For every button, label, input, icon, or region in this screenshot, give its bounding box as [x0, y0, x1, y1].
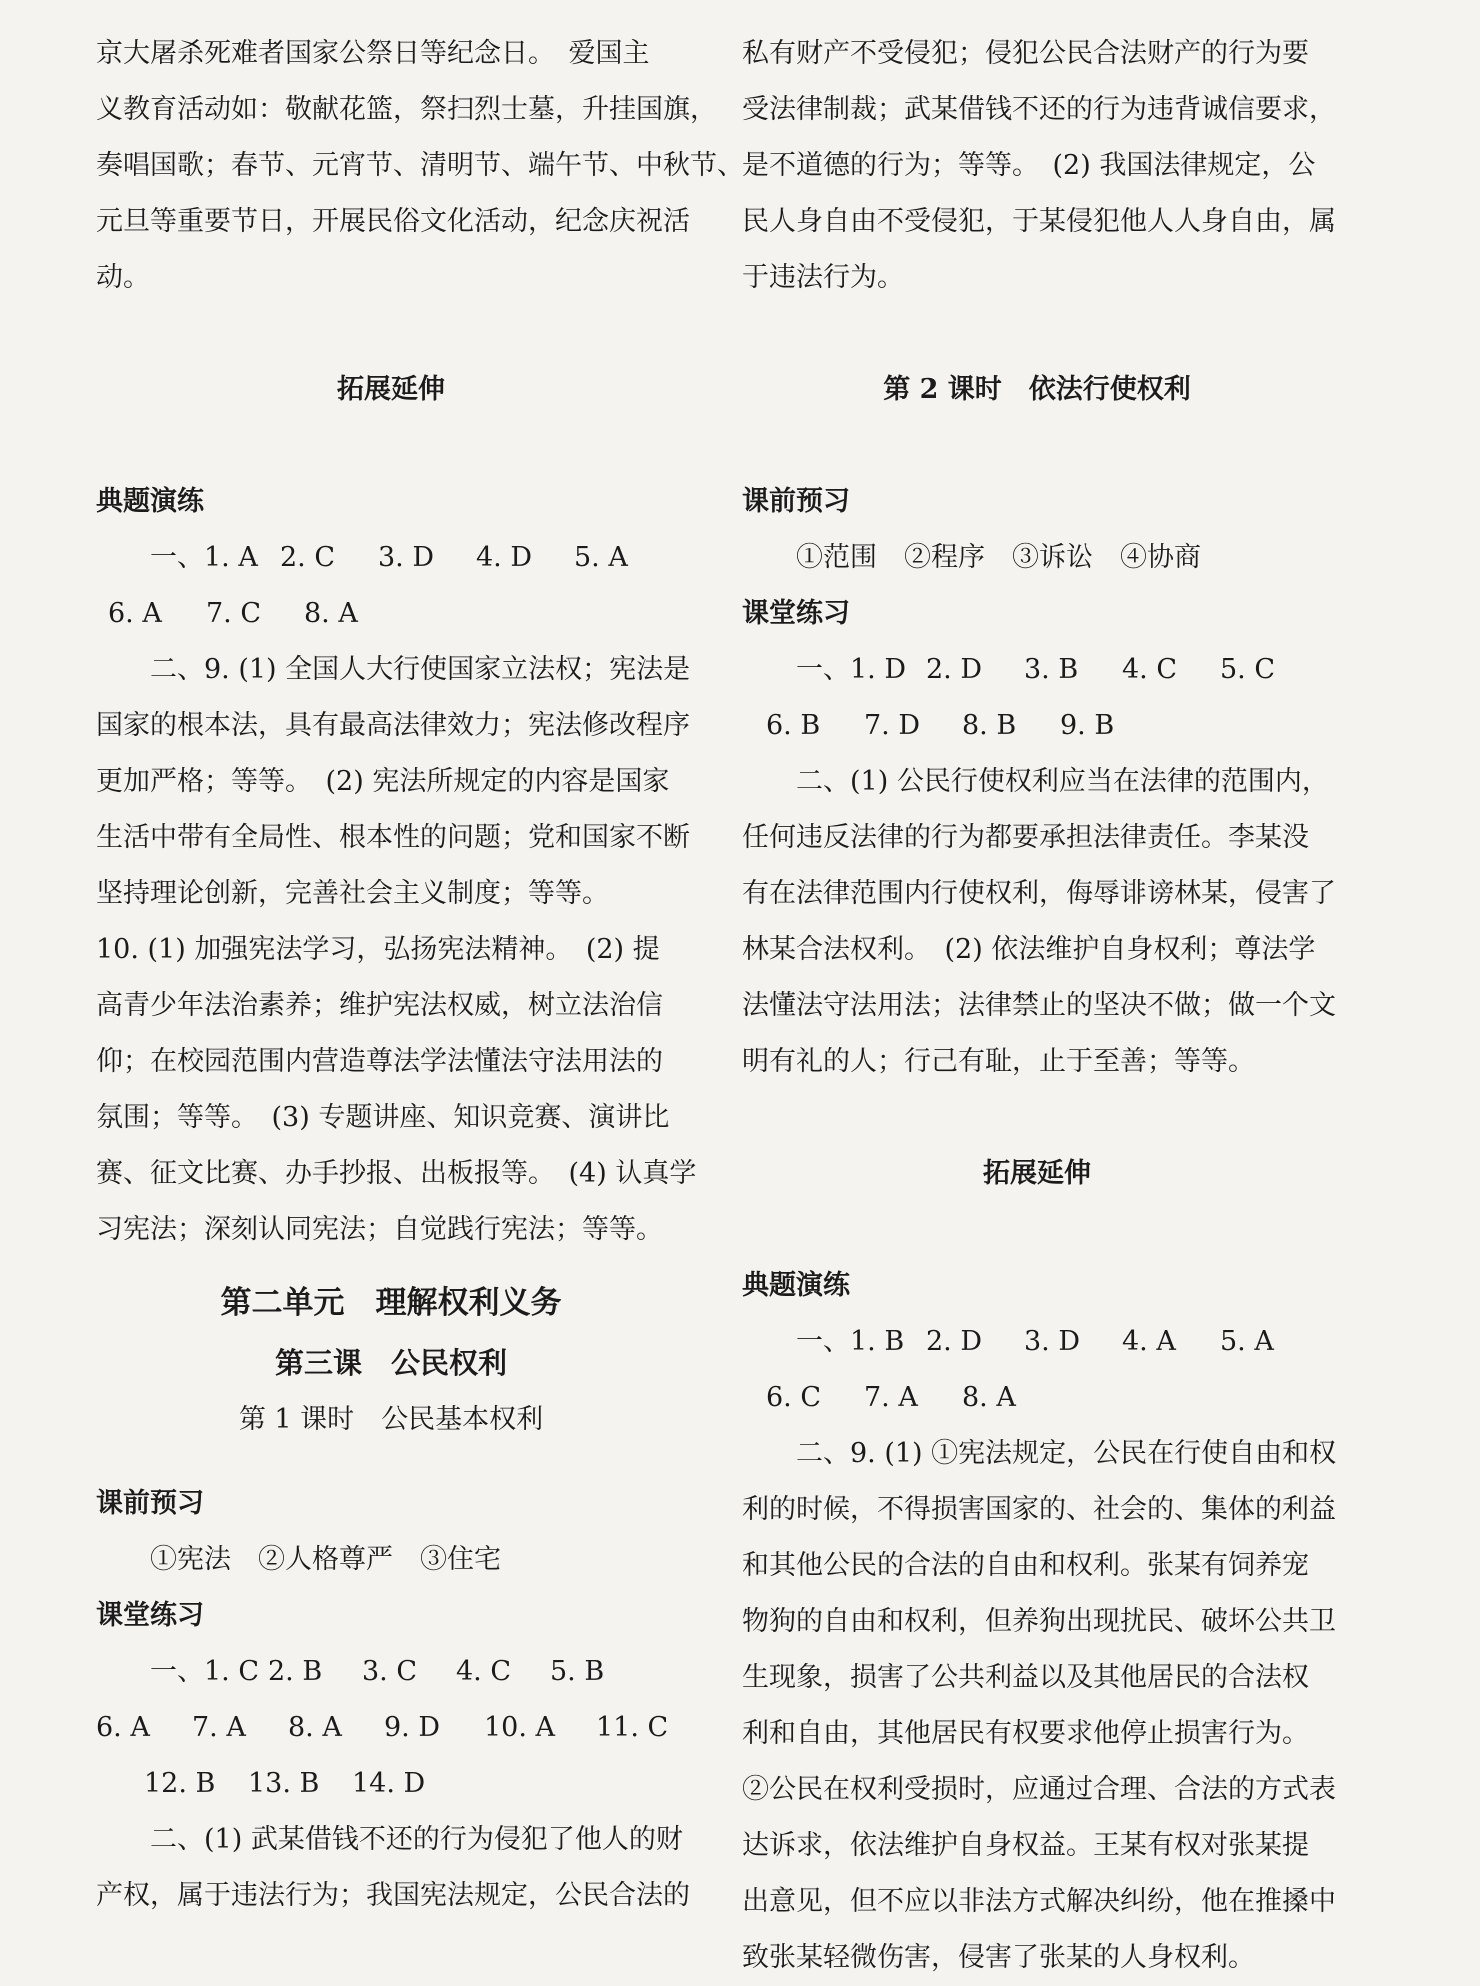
answer-item: 5. A	[1220, 1326, 1274, 1357]
text-line: 二、(1) 公民行使权利应当在法律的范围内，	[796, 766, 1329, 797]
answer-item: 8. A	[288, 1712, 342, 1743]
text-line: 京大屠杀死难者国家公祭日等纪念日。 爱国主	[96, 38, 650, 69]
text-line: 动。	[96, 262, 150, 293]
answer-item: 7. D	[864, 710, 920, 741]
answer-row	[742, 1314, 1332, 1370]
answer-item: 2. B	[268, 1656, 323, 1687]
answer-item: 3. C	[362, 1656, 418, 1687]
lesson-title: 第三课 公民权利	[274, 1346, 507, 1380]
answer-item: 5. A	[574, 542, 628, 573]
right-column	[742, 26, 1337, 1986]
answer-row	[96, 586, 686, 642]
text-line: 和其他公民的合法的自由和权利。张某有饲养宠	[742, 1550, 1309, 1581]
answer-item: 6. C	[766, 1382, 822, 1413]
subsection-heading-class: 课堂练习	[96, 1600, 204, 1631]
text-line: 利和自由，其他居民有权要求他停止损害行为。	[742, 1718, 1309, 1749]
period-title: 第 1 课时 公民基本权利	[238, 1404, 544, 1435]
text-line: 高青少年法治素养；维护宪法权威，树立法治信	[96, 990, 663, 1021]
subsection-heading-preview: 课前预习	[96, 1488, 204, 1519]
section-heading-extension: 拓展延伸	[983, 1158, 1091, 1189]
text-line: 二、9. (1) 全国人大行使国家立法权；宪法是	[150, 654, 691, 685]
answer-item: 一、1. C	[150, 1656, 260, 1687]
answer-item: 2. D	[926, 654, 982, 685]
text-line: 生现象，损害了公共利益以及其他居民的合法权	[742, 1662, 1309, 1693]
text-line: 坚持理论创新，完善社会主义制度；等等。	[96, 878, 609, 909]
text-line: 10. (1) 加强宪法学习，弘扬宪法精神。 (2) 提	[96, 934, 660, 965]
answer-item: 12. B	[144, 1768, 216, 1799]
answer-row	[742, 698, 1332, 754]
answer-item: 13. B	[248, 1768, 320, 1799]
answer-item: 5. B	[550, 1656, 605, 1687]
text-line: 氛围；等等。 (3) 专题讲座、知识竞赛、演讲比	[96, 1102, 670, 1133]
answer-item: 5. C	[1220, 654, 1276, 685]
text-line: 产权，属于违法行为；我国宪法规定，公民合法的	[96, 1880, 690, 1911]
answer-item: 11. C	[596, 1712, 669, 1743]
answer-item: 6. A	[96, 1712, 150, 1743]
text-line: 出意见，但不应以非法方式解决纠纷，他在推搡中	[742, 1886, 1336, 1917]
answer-item: 2. D	[926, 1326, 982, 1357]
subsection-heading-class: 课堂练习	[742, 598, 850, 629]
text-line: 有在法律范围内行使权利，侮辱诽谤林某，侵害了	[742, 878, 1336, 909]
answer-item: 2. C	[280, 542, 336, 573]
left-column	[96, 26, 744, 1924]
answer-item: 4. C	[1122, 654, 1178, 685]
answer-item: 4. A	[1122, 1326, 1176, 1357]
answer-row	[742, 642, 1332, 698]
text-line: 更加严格；等等。 (2) 宪法所规定的内容是国家	[96, 766, 670, 797]
text-line: 是不道德的行为；等等。 (2) 我国法律规定，公	[742, 150, 1316, 181]
subsection-heading-practice: 典题演练	[742, 1270, 850, 1301]
text-line: 法懂法守法用法；法律禁止的坚决不做；做一个文	[742, 990, 1336, 1021]
text-line: 受法律制裁；武某借钱不还的行为违背诚信要求，	[742, 94, 1336, 125]
text-line: 利的时候，不得损害国家的、社会的、集体的利益	[742, 1494, 1336, 1525]
text-line: 元旦等重要节日，开展民俗文化活动，纪念庆祝活	[96, 206, 690, 237]
answer-row	[96, 1700, 686, 1756]
answer-row	[96, 1756, 686, 1812]
subsection-heading-practice: 典题演练	[96, 486, 204, 517]
text-line: ②公民在权利受损时，应通过合理、合法的方式表	[742, 1774, 1336, 1805]
answer-item: 3. D	[378, 542, 434, 573]
answer-item: 7. A	[192, 1712, 246, 1743]
text-line: 二、(1) 武某借钱不还的行为侵犯了他人的财	[150, 1824, 683, 1855]
text-line: 二、9. (1) ①宪法规定，公民在行使自由和权	[796, 1438, 1337, 1469]
unit-title: 第二单元 理解权利义务	[220, 1285, 562, 1321]
text-line: 林某合法权利。 (2) 依法维护自身权利；尊法学	[742, 934, 1316, 965]
period-title: 第 2 课时 依法行使权利	[883, 374, 1191, 405]
answer-item: 一、1. A	[150, 542, 258, 573]
section-heading-extension: 拓展延伸	[337, 374, 445, 405]
answer-item: 7. C	[206, 598, 262, 629]
answer-item: 7. A	[864, 1382, 918, 1413]
answer-item: 4. C	[456, 1656, 512, 1687]
answer-row	[96, 530, 686, 586]
answer-item: 8. A	[304, 598, 358, 629]
answer-item: 9. B	[1060, 710, 1115, 741]
answer-item: 6. B	[766, 710, 821, 741]
preview-answers: ①宪法 ②人格尊严 ③住宅	[150, 1544, 501, 1575]
answer-item: 8. A	[962, 1382, 1016, 1413]
text-line: 于违法行为。	[742, 262, 904, 293]
text-line: 达诉求，依法维护自身权益。王某有权对张某提	[742, 1830, 1309, 1861]
text-line: 明有礼的人；行己有耻，止于至善；等等。	[742, 1046, 1255, 1077]
answer-item: 14. D	[352, 1768, 426, 1799]
text-line: 仰；在校园范围内营造尊法学法懂法守法用法的	[96, 1046, 663, 1077]
answer-row	[96, 1644, 686, 1700]
text-line: 奏唱国歌；春节、元宵节、清明节、端午节、中秋节、	[96, 150, 744, 181]
subsection-heading-preview: 课前预习	[742, 486, 850, 517]
text-line: 生活中带有全局性、根本性的问题；党和国家不断	[96, 822, 690, 853]
answer-item: 3. B	[1024, 654, 1079, 685]
text-line: 赛、征文比赛、办手抄报、出板报等。 (4) 认真学	[96, 1158, 697, 1189]
answer-item: 10. A	[484, 1712, 556, 1743]
answer-row	[742, 1370, 1332, 1426]
answer-item: 9. D	[384, 1712, 440, 1743]
text-line: 致张某轻微伤害，侵害了张某的人身权利。	[742, 1942, 1255, 1973]
preview-answers: ①范围 ②程序 ③诉讼 ④协商	[796, 542, 1201, 573]
text-line: 义教育活动如：敬献花篮，祭扫烈士墓，升挂国旗，	[96, 94, 717, 125]
answer-item: 4. D	[476, 542, 532, 573]
text-line: 国家的根本法，具有最高法律效力；宪法修改程序	[96, 710, 690, 741]
text-line: 民人身自由不受侵犯，于某侵犯他人人身自由，属	[742, 206, 1336, 237]
text-line: 私有财产不受侵犯；侵犯公民合法财产的行为要	[742, 38, 1309, 69]
answer-item: 8. B	[962, 710, 1017, 741]
answer-item: 一、1. B	[796, 1326, 905, 1357]
text-line: 任何违反法律的行为都要承担法律责任。李某没	[742, 822, 1309, 853]
text-line: 习宪法；深刻认同宪法；自觉践行宪法；等等。	[96, 1214, 663, 1245]
answer-item: 一、1. D	[796, 654, 906, 685]
text-line: 物狗的自由和权利，但养狗出现扰民、破坏公共卫	[742, 1606, 1336, 1637]
answer-item: 6. A	[108, 598, 162, 629]
answer-item: 3. D	[1024, 1326, 1080, 1357]
